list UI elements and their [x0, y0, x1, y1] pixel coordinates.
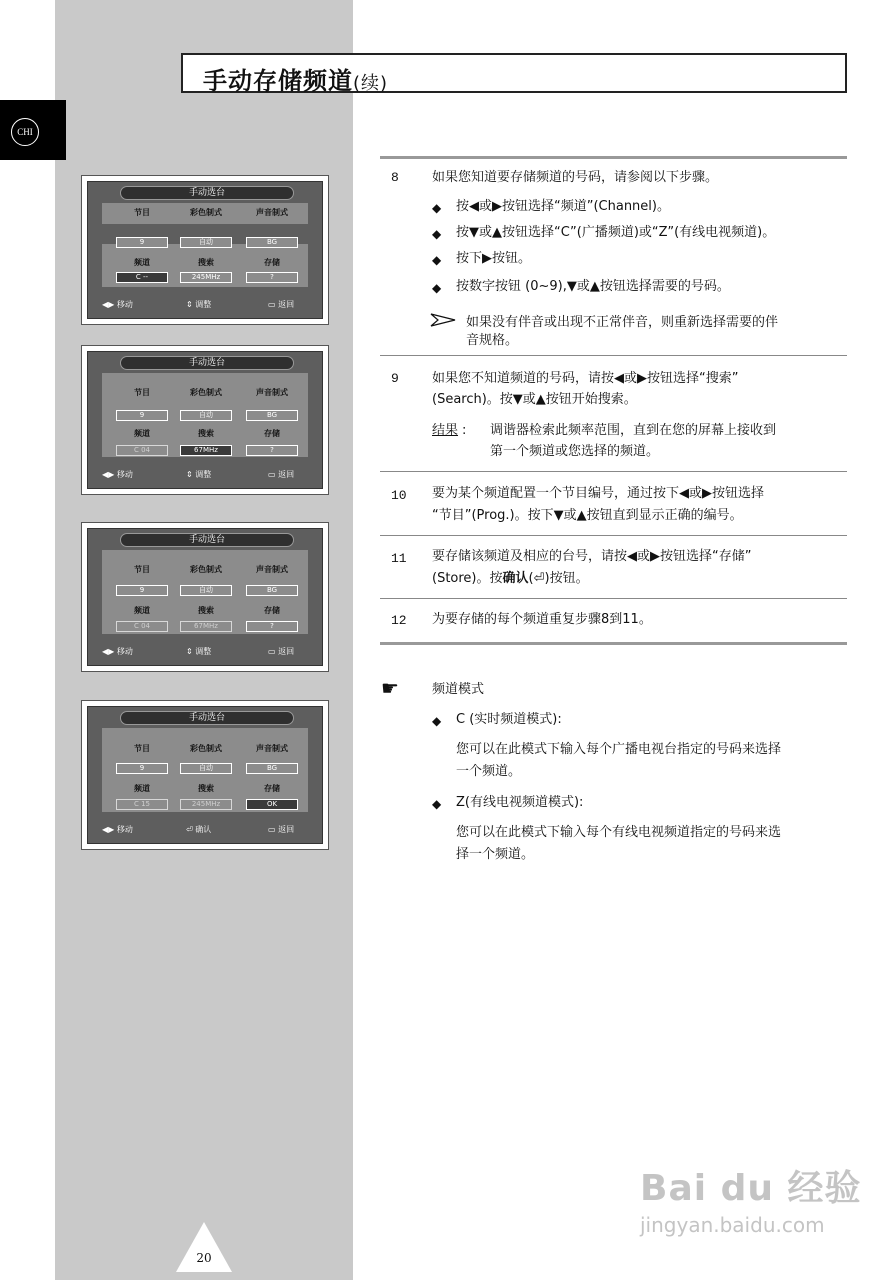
- step-8-bullet-4: 按数字按钮 (0~9),▼或▲按钮选择需要的号码。: [456, 279, 730, 294]
- mode-c-line-1: 您可以在此模式下输入每个广播电视台指定的号码来选择: [456, 742, 782, 757]
- value-program: 9: [116, 410, 168, 421]
- confirm-word: 确认: [502, 571, 529, 586]
- step-8-note-line-1: 如果没有伴音或出现不正常伴音，则重新选择需要的伴: [466, 315, 779, 330]
- divider: [380, 642, 847, 645]
- diamond-bullet-icon: ◆: [432, 227, 442, 241]
- tv-screen: [87, 181, 323, 319]
- page-subtitle: (续): [353, 73, 389, 94]
- tv-menu-3: [81, 522, 329, 672]
- tv-menu-title: 手动选台: [120, 711, 294, 725]
- step-10-line-1: 要为某个频道配置一个节目编号，通过按下◀或▶按钮选择: [432, 486, 764, 501]
- result-label: 结果: [432, 423, 459, 438]
- value-search: 245MHz: [180, 799, 232, 810]
- tv-menu-4: [81, 700, 329, 850]
- mode-heading: 频道模式: [432, 682, 485, 697]
- language-badge: CHI: [11, 118, 39, 146]
- value-channel: C --: [116, 272, 168, 283]
- step-12-text: 为要存储的每个频道重复步骤8到11。: [432, 612, 652, 627]
- diamond-bullet-icon: ◆: [432, 253, 442, 267]
- value-program: 9: [116, 585, 168, 596]
- value-channel: C 15: [116, 799, 168, 810]
- label-program: 节目: [134, 208, 150, 217]
- step-11-line-2a: (Store)。按: [432, 571, 503, 586]
- value-channel: C 04: [116, 621, 168, 632]
- pointing-hand-icon: ☛: [381, 676, 399, 700]
- value-sound-system: BG: [246, 237, 298, 248]
- title-box: [181, 53, 847, 93]
- value-color-system: 自动: [180, 763, 232, 774]
- step-number-9: 9: [391, 371, 399, 386]
- tv-menu-title: 手动选台: [120, 533, 294, 547]
- value-program: 9: [116, 763, 168, 774]
- label-sound-system: 声音制式: [256, 388, 288, 397]
- diamond-bullet-icon: ◆: [432, 201, 442, 215]
- step-9-line-2: (Search)。按▼或▲按钮开始搜索。: [432, 392, 637, 407]
- value-store: ?: [246, 621, 298, 632]
- label-store: 存储: [264, 784, 280, 793]
- watermark: [640, 1160, 862, 1237]
- footer-adjust: ⇕ 调整: [186, 300, 212, 309]
- result-line-2: 第一个频道或您选择的频道。: [490, 444, 660, 459]
- label-sound-system: 声音制式: [256, 208, 288, 217]
- tv-footer: [88, 464, 322, 484]
- mode-z-title: Z(有线电视频道模式):: [456, 795, 584, 810]
- divider: [380, 471, 847, 472]
- watermark-brand: Bai du 经验: [640, 1168, 862, 1209]
- label-channel: 频道: [134, 258, 150, 267]
- value-store: ?: [246, 272, 298, 283]
- label-program: 节目: [134, 388, 150, 397]
- value-color-system: 自动: [180, 410, 232, 421]
- step-8-bullet-1: 按◀或▶按钮选择“频道”(Channel)。: [456, 199, 670, 214]
- value-color-system: 自动: [180, 237, 232, 248]
- page-number: 20: [196, 1251, 212, 1265]
- footer-confirm: ⏎ 确认: [186, 825, 212, 834]
- divider: [380, 156, 847, 159]
- divider: [380, 355, 847, 356]
- label-search: 搜索: [198, 784, 214, 793]
- label-channel: 频道: [134, 429, 150, 438]
- result-colon: :: [462, 423, 467, 438]
- label-search: 搜索: [198, 606, 214, 615]
- tv-screen: [87, 706, 323, 844]
- tv-screen: [87, 528, 323, 666]
- tv-menu-title: 手动选台: [120, 186, 294, 200]
- value-store: OK: [246, 799, 298, 810]
- diamond-bullet-icon: ◆: [432, 714, 442, 728]
- step-11-line-2: [432, 568, 589, 590]
- step-number-8: 8: [391, 170, 399, 185]
- label-channel: 频道: [134, 784, 150, 793]
- label-color-system: 彩色制式: [190, 744, 222, 753]
- label-channel: 频道: [134, 606, 150, 615]
- step-9-line-1: 如果您不知道频道的号码，请按◀或▶按钮选择“搜索”: [432, 371, 739, 386]
- mode-z-line-1: 您可以在此模式下输入每个有线电视频道指定的号码来选: [456, 825, 782, 840]
- mode-c-title: C (实时频道模式):: [456, 712, 562, 727]
- label-store: 存储: [264, 258, 280, 267]
- mode-z-line-2: 择一个频道。: [456, 847, 535, 862]
- divider: [380, 535, 847, 536]
- page-title-text: 手动存储频道: [203, 67, 353, 95]
- tv-footer: [88, 819, 322, 839]
- tv-menu-2: [81, 345, 329, 495]
- label-store: 存储: [264, 429, 280, 438]
- label-color-system: 彩色制式: [190, 565, 222, 574]
- watermark-url: jingyan.baidu.com: [640, 1213, 825, 1237]
- step-11-line-1: 要存储该频道及相应的台号，请按◀或▶按钮选择“存储”: [432, 549, 752, 564]
- value-color-system: 自动: [180, 585, 232, 596]
- label-search: 搜索: [198, 429, 214, 438]
- step-number-11: 11: [391, 551, 407, 566]
- step-8-bullet-3: 按下▶按钮。: [456, 251, 531, 266]
- step-8-text: 如果您知道要存储频道的号码，请参阅以下步骤。: [432, 170, 719, 185]
- label-color-system: 彩色制式: [190, 208, 222, 217]
- diamond-bullet-icon: ◆: [432, 797, 442, 811]
- footer-return: ▭ 返回: [268, 300, 295, 309]
- tv-menu-1: [81, 175, 329, 325]
- label-program: 节目: [134, 565, 150, 574]
- value-sound-system: BG: [246, 410, 298, 421]
- value-search: 67MHz: [180, 445, 232, 456]
- label-color-system: 彩色制式: [190, 388, 222, 397]
- tv-menu-title: 手动选台: [120, 356, 294, 370]
- footer-move: ◀▶ 移动: [102, 647, 133, 656]
- language-tab: [0, 100, 66, 160]
- value-channel: C 04: [116, 445, 168, 456]
- footer-move: ◀▶ 移动: [102, 470, 133, 479]
- diamond-bullet-icon: ◆: [432, 281, 442, 295]
- label-sound-system: 声音制式: [256, 565, 288, 574]
- step-8-note-line-2: 音规格。: [466, 333, 519, 348]
- value-program: 9: [116, 237, 168, 248]
- mode-c-line-2: 一个频道。: [456, 764, 522, 779]
- footer-move: ◀▶ 移动: [102, 825, 133, 834]
- tv-footer: [88, 294, 322, 314]
- step-number-12: 12: [391, 613, 407, 628]
- label-program: 节目: [134, 744, 150, 753]
- result-line-1: 调谐器检索此频率范围，直到在您的屏幕上接收到: [490, 423, 777, 438]
- note-arrow-icon: [430, 312, 456, 331]
- value-search: 245MHz: [180, 272, 232, 283]
- value-store: ?: [246, 445, 298, 456]
- footer-adjust: ⇕ 调整: [186, 647, 212, 656]
- label-sound-system: 声音制式: [256, 744, 288, 753]
- step-10-line-2: “节目”(Prog.)。按下▼或▲按钮直到显示正确的编号。: [432, 508, 743, 523]
- footer-move: ◀▶ 移动: [102, 300, 133, 309]
- divider: [380, 598, 847, 599]
- footer-return: ▭ 返回: [268, 470, 295, 479]
- label-search: 搜索: [198, 258, 214, 267]
- tv-footer: [88, 641, 322, 661]
- value-sound-system: BG: [246, 763, 298, 774]
- label-store: 存储: [264, 606, 280, 615]
- step-8-bullet-2: 按▼或▲按钮选择“C”(广播频道)或“Z”(有线电视频道)。: [456, 225, 776, 240]
- step-11-line-2c: (⏎)按钮。: [528, 571, 589, 586]
- footer-return: ▭ 返回: [268, 647, 295, 656]
- value-sound-system: BG: [246, 585, 298, 596]
- footer-adjust: ⇕ 调整: [186, 470, 212, 479]
- page-title: [203, 61, 388, 96]
- step-number-10: 10: [391, 488, 407, 503]
- footer-return: ▭ 返回: [268, 825, 295, 834]
- value-search: 67MHz: [180, 621, 232, 632]
- tv-screen: [87, 351, 323, 489]
